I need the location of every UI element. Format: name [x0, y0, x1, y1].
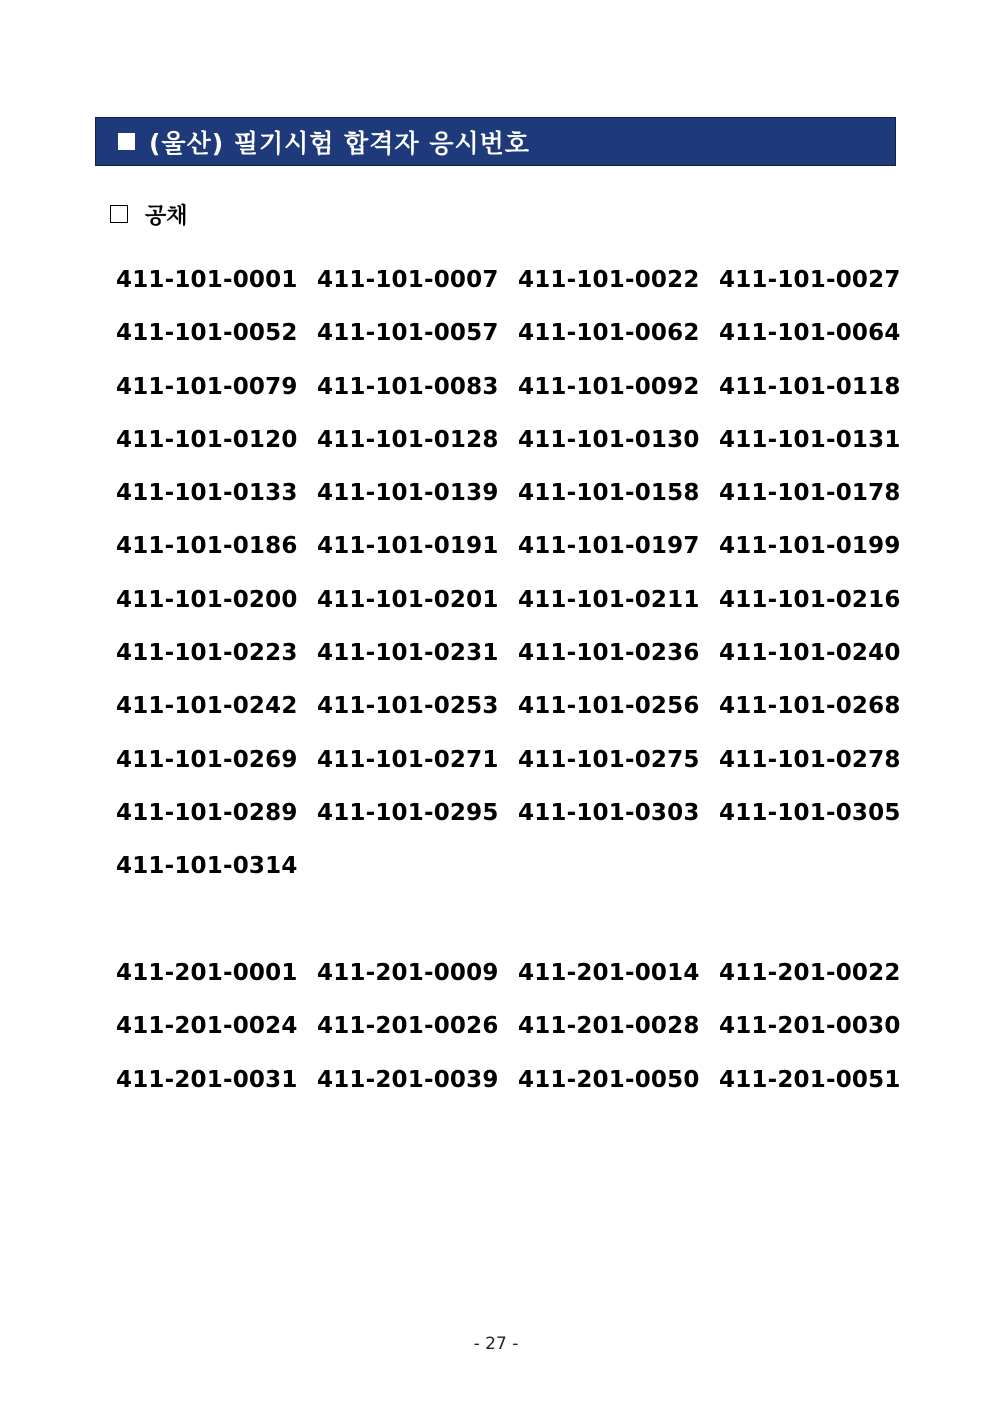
- exam-number: 411-101-0062: [518, 320, 700, 347]
- subsection-label: 공채: [145, 203, 188, 229]
- exam-number: 411-201-0026: [317, 1013, 499, 1040]
- exam-number: 411-101-0092: [518, 373, 700, 400]
- exam-number: 411-201-0014: [518, 960, 700, 986]
- exam-number: 411-101-0064: [719, 320, 901, 347]
- exam-number: 411-101-0269: [116, 746, 298, 773]
- exam-number: 411-101-0199: [719, 533, 901, 560]
- exam-number: 411-101-0253: [317, 693, 499, 720]
- exam-number: 411-101-0200: [116, 586, 298, 613]
- exam-number: 411-101-0027: [719, 267, 901, 293]
- exam-number: 411-101-0186: [116, 533, 298, 560]
- exam-number: 411-101-0158: [518, 480, 700, 507]
- exam-number: 411-101-0303: [518, 799, 700, 826]
- exam-number: 411-101-0022: [518, 267, 700, 293]
- exam-number: 411-201-0031: [116, 1066, 298, 1093]
- exam-number: 411-101-0191: [317, 533, 499, 560]
- exam-number: 411-101-0231: [317, 640, 499, 667]
- exam-number: 411-101-0289: [116, 799, 298, 826]
- exam-number: 411-101-0268: [719, 693, 901, 720]
- exam-number: 411-101-0079: [116, 373, 298, 400]
- exam-number: 411-201-0024: [116, 1013, 298, 1040]
- exam-number: 411-101-0128: [317, 426, 499, 453]
- exam-number: 411-101-0001: [116, 267, 298, 293]
- exam-number: 411-101-0256: [518, 693, 700, 720]
- exam-number: 411-101-0216: [719, 586, 901, 613]
- exam-number: 411-101-0278: [719, 746, 901, 773]
- exam-number: 411-101-0052: [116, 320, 298, 347]
- section-title-bar: [95, 117, 896, 166]
- exam-number: 411-101-0275: [518, 746, 700, 773]
- exam-number: 411-101-0242: [116, 693, 298, 720]
- page-title: (울산) 필기시험 합격자 응시번호: [149, 128, 530, 158]
- exam-number: 411-201-0030: [719, 1013, 901, 1040]
- exam-number: 411-201-0001: [116, 960, 298, 986]
- exam-number: 411-201-0051: [719, 1066, 901, 1093]
- exam-number: 411-101-0057: [317, 320, 499, 347]
- exam-number: 411-101-0305: [719, 799, 901, 826]
- exam-number: 411-101-0271: [317, 746, 499, 773]
- exam-number: 411-101-0240: [719, 640, 901, 667]
- exam-number-grid-101: [116, 254, 919, 894]
- exam-number: 411-201-0022: [719, 960, 901, 986]
- exam-number: 411-201-0039: [317, 1066, 499, 1093]
- exam-number: 411-101-0197: [518, 533, 700, 560]
- exam-number: 411-101-0083: [317, 373, 499, 400]
- exam-number: 411-201-0009: [317, 960, 499, 986]
- exam-number: 411-101-0201: [317, 586, 499, 613]
- exam-number-grid-201: [116, 947, 919, 1107]
- exam-number: 411-101-0133: [116, 480, 298, 507]
- exam-number: 411-101-0139: [317, 480, 499, 507]
- subsection-heading: [110, 199, 188, 229]
- empty-square-icon: [110, 205, 128, 223]
- exam-number: 411-101-0120: [116, 426, 298, 453]
- page-number: - 27 -: [473, 1334, 519, 1354]
- exam-number: 411-101-0211: [518, 586, 700, 613]
- exam-number: 411-101-0178: [719, 480, 901, 507]
- exam-number: 411-101-0314: [116, 853, 298, 880]
- square-bullet-icon: [118, 133, 135, 150]
- exam-number: 411-101-0118: [719, 373, 901, 400]
- exam-number: 411-101-0131: [719, 426, 901, 453]
- exam-number: 411-201-0050: [518, 1066, 700, 1093]
- exam-number: 411-101-0007: [317, 267, 499, 293]
- exam-number: 411-101-0236: [518, 640, 700, 667]
- exam-number: 411-101-0223: [116, 640, 298, 667]
- exam-number: 411-101-0295: [317, 799, 499, 826]
- exam-number: 411-201-0028: [518, 1013, 700, 1040]
- exam-number: 411-101-0130: [518, 426, 700, 453]
